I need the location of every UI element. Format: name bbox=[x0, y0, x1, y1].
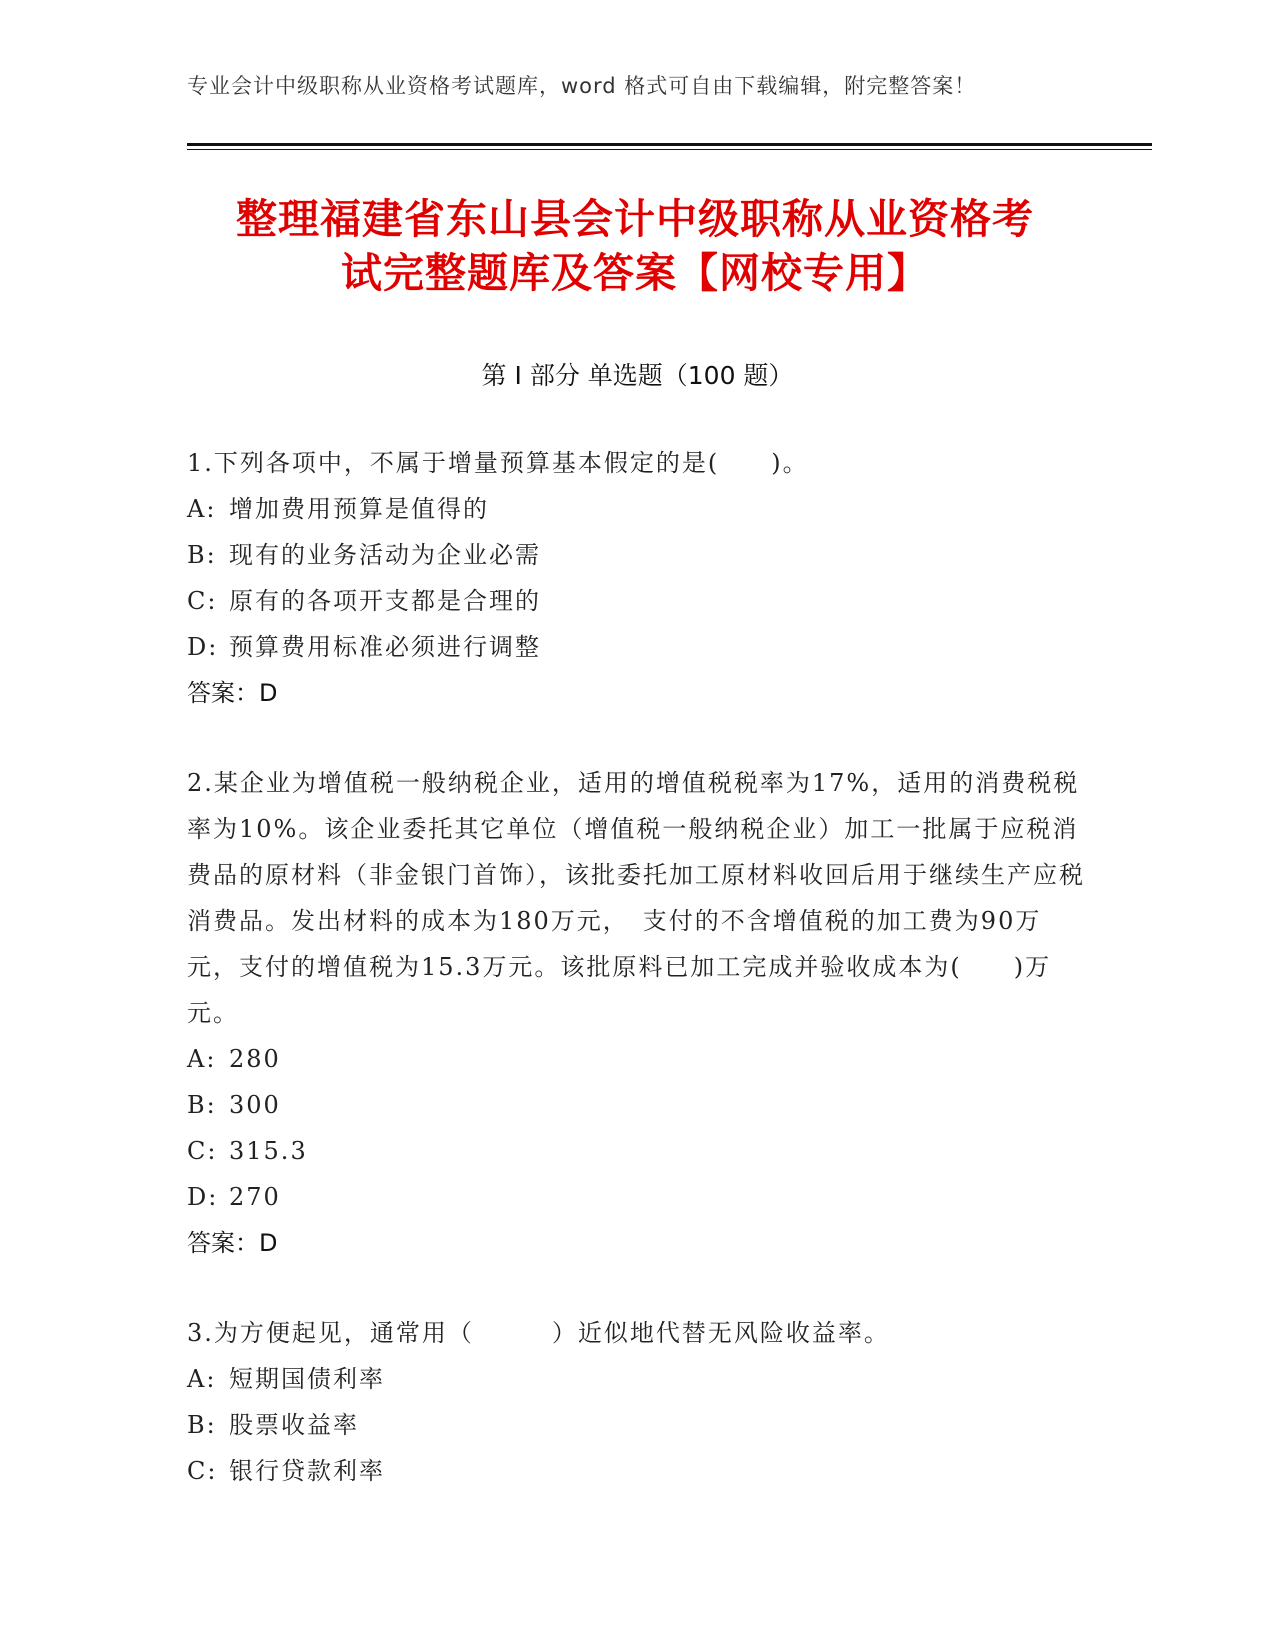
question-2 bbox=[187, 760, 1087, 1266]
option-c bbox=[187, 1128, 1087, 1174]
option-key: C: bbox=[187, 1457, 218, 1485]
question-stem: 1.下列各项中，不属于增量预算基本假定的是( )。 bbox=[187, 449, 809, 477]
option-text: 现有的业务活动为企业必需 bbox=[229, 541, 541, 569]
option-a bbox=[187, 486, 1087, 532]
document-title-line-1: 整理福建省东山县会计中级职称从业资格考 bbox=[236, 195, 1034, 243]
question-1 bbox=[187, 440, 1087, 716]
option-b bbox=[187, 1082, 1087, 1128]
option-key: D: bbox=[187, 1183, 219, 1211]
section-title: 第 I 部分 单选题（100 题） bbox=[481, 361, 794, 390]
option-text: 股票收益率 bbox=[229, 1411, 359, 1439]
option-c bbox=[187, 578, 1087, 624]
option-a bbox=[187, 1036, 1087, 1082]
option-key: A: bbox=[187, 1365, 217, 1393]
header-rule-thick bbox=[187, 143, 1152, 146]
option-key: B: bbox=[187, 1091, 217, 1119]
header-rule-thin bbox=[187, 149, 1152, 150]
question-3 bbox=[187, 1310, 1087, 1494]
option-key: A: bbox=[187, 1045, 217, 1073]
question-list bbox=[187, 440, 1087, 1538]
option-text: 银行贷款利率 bbox=[229, 1457, 385, 1485]
option-text: 原有的各项开支都是合理的 bbox=[229, 587, 541, 615]
question-stem: 3.为方便起见，通常用（ ）近似地代替无风险收益率。 bbox=[187, 1319, 890, 1347]
option-d bbox=[187, 624, 1087, 670]
document-title-line-2: 试完整题库及答案【网校专用】 bbox=[341, 249, 929, 297]
page-header: 专业会计中级职称从业资格考试题库，word 格式可自由下载编辑，附完整答案！ bbox=[187, 74, 977, 98]
option-b bbox=[187, 1402, 1087, 1448]
option-text: 增加费用预算是值得的 bbox=[229, 495, 489, 523]
option-d bbox=[187, 1174, 1087, 1220]
option-b bbox=[187, 532, 1087, 578]
option-key: A: bbox=[187, 495, 217, 523]
option-key: B: bbox=[187, 541, 217, 569]
option-key: C: bbox=[187, 1137, 218, 1165]
option-key: B: bbox=[187, 1411, 217, 1439]
option-a bbox=[187, 1356, 1087, 1402]
option-text: 270 bbox=[229, 1183, 281, 1211]
option-text: 280 bbox=[229, 1045, 281, 1073]
option-key: D: bbox=[187, 633, 219, 661]
document-title bbox=[170, 192, 1100, 300]
answer: 答案：D bbox=[187, 679, 278, 707]
option-text: 315.3 bbox=[229, 1137, 308, 1165]
answer: 答案：D bbox=[187, 1229, 278, 1257]
option-c bbox=[187, 1448, 1087, 1494]
question-stem: 2.某企业为增值税一般纳税企业，适用的增值税税率为17%，适用的消费税税率为10%。该企业委托其它单位（增值税一般纳税企业）加工一批属于应税消费品的原材料（非金银门首饰），该批委托加工原材料收回后用于继续生产应税消费品。发出材料的成本为180万元， 支付的不含增值税的加工费为90万元，支付的增值税为15.3万元。该批原料已加工完成并验收成本为( )万元。 bbox=[187, 769, 1085, 1027]
option-text: 预算费用标准必须进行调整 bbox=[229, 633, 541, 661]
option-text: 短期国债利率 bbox=[229, 1365, 385, 1393]
option-key: C: bbox=[187, 587, 218, 615]
option-text: 300 bbox=[229, 1091, 281, 1119]
